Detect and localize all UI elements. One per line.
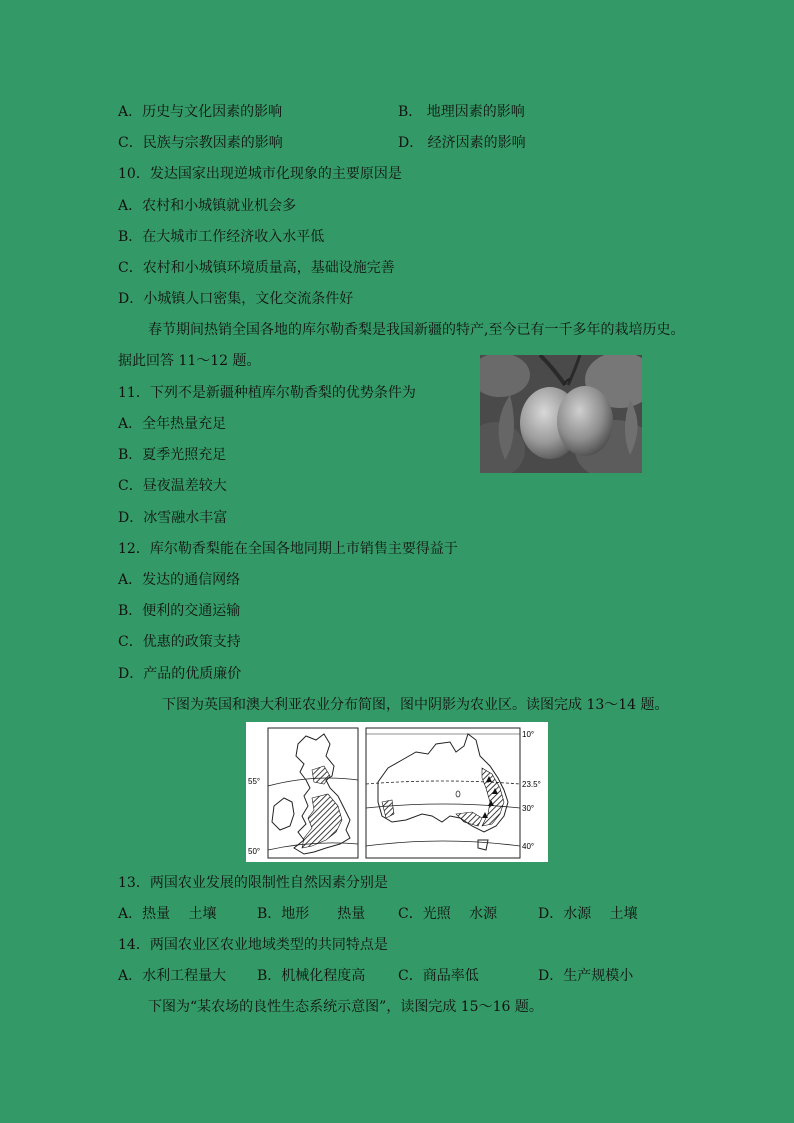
q10-option-b: B．在大城市工作经济收入水平低 (118, 229, 325, 245)
intro-11-12-line1: 春节期间热销全国各地的库尔勒香梨是我国新疆的特产,至今已有一千多年的栽培历史。 (148, 322, 685, 338)
q9-option-c: C．民族与宗教因素的影响 (118, 135, 283, 151)
q11-option-d: D．冰雪融水丰富 (118, 510, 228, 526)
q14-option-d: D．生产规模小 (538, 968, 634, 984)
uk-australia-agriculture-map (246, 722, 548, 862)
q12-stem: 12．库尔勒香梨能在全国各地同期上市销售主要得益于 (118, 541, 458, 557)
au-agri-area-southwest (382, 800, 394, 818)
ireland-outline (272, 798, 294, 830)
pear-photo (480, 355, 642, 473)
intro-11-12-line2: 据此回答 11～12 题。 (118, 353, 261, 369)
q14-stem: 14．两国农业区农业地域类型的共同特点是 (118, 937, 388, 953)
q12-option-d: D．产品的优质廉价 (118, 666, 242, 682)
intro-15-16: 下图为“某农场的良性生态系统示意图”，读图完成 15～16 题。 (148, 999, 543, 1015)
q14-option-c: C．商品率低 (398, 968, 479, 984)
q11-option-c: C．昼夜温差较大 (118, 478, 227, 494)
q11-option-b: B．夏季光照充足 (118, 447, 227, 463)
au-lat-40-line (366, 841, 520, 846)
q13-option-b: B．地形 热量 (257, 906, 366, 922)
uk-label-55: 55° (248, 777, 261, 786)
q9-option-b: B． 地理因素的影响 (398, 104, 525, 120)
q13-stem: 13．两国农业发展的限制性自然因素分别是 (118, 875, 388, 891)
q9-option-d: D． 经济因素的影响 (398, 135, 526, 151)
q11-option-a: A．全年热量充足 (118, 416, 227, 432)
q13-option-a: A．热量 土壤 (118, 906, 217, 922)
q12-option-a: A．发达的通信网络 (118, 572, 241, 588)
intro-13-14: 下图为英国和澳大利亚农业分布简图，图中阴影为农业区。读图完成 13～14 题。 (162, 697, 669, 713)
au-label-235: 23.5° (522, 780, 541, 789)
q10-option-a: A．农村和小城镇就业机会多 (118, 198, 297, 214)
q13-option-c: C．光照 水源 (398, 906, 498, 922)
q10-option-c: C．农村和小城镇环境质量高，基础设施完善 (118, 260, 395, 276)
q14-option-b: B．机械化程度高 (257, 968, 366, 984)
q10-stem: 10．发达国家出现逆城市化现象的主要原因是 (118, 166, 402, 182)
q11-stem: 11．下列不是新疆种植库尔勒香梨的优势条件为 (118, 385, 416, 401)
au-label-10: 10° (522, 730, 535, 739)
au-label-30: 30° (522, 804, 535, 813)
uk-lat-55-line (268, 778, 358, 786)
au-lake (456, 791, 460, 797)
tasmania-outline (478, 840, 488, 850)
uk-agri-area-north (312, 766, 330, 784)
q9-option-a: A．历史与文化因素的影响 (118, 104, 283, 120)
q12-option-c: C．优惠的政策支持 (118, 634, 241, 650)
uk-agri-area-south (302, 794, 342, 848)
uk-label-50: 50° (248, 847, 261, 856)
au-label-40: 40° (522, 842, 535, 851)
q10-option-d: D．小城镇人口密集，文化交流条件好 (118, 291, 354, 307)
q13-option-d: D．水源 土壤 (538, 906, 638, 922)
q14-option-a: A．水利工程量大 (118, 968, 227, 984)
q12-option-b: B．便利的交通运输 (118, 603, 241, 619)
